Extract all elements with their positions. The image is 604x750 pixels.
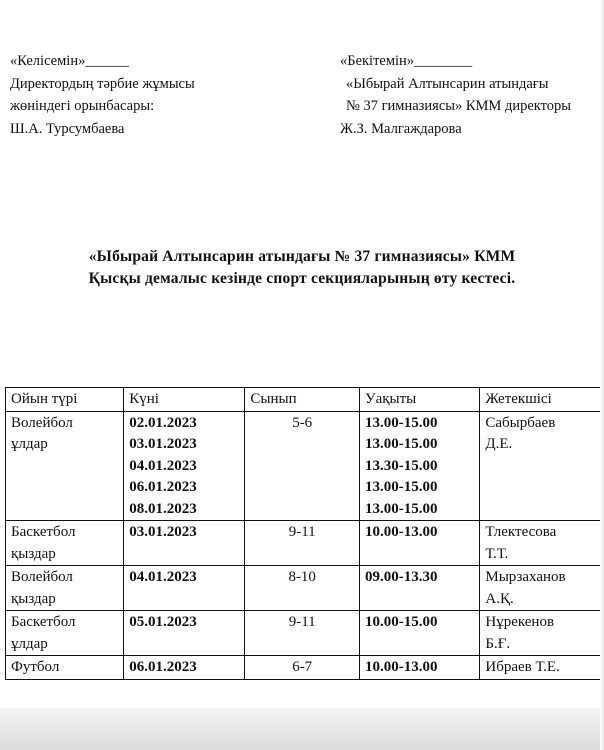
- sport-cell: [6, 521, 124, 566]
- date-value: 04.01.2023: [129, 457, 197, 474]
- page-bottom-shadow: [0, 708, 604, 750]
- header-time: Уақыты: [359, 388, 479, 412]
- class-cell: 9-11: [245, 611, 360, 656]
- time-cell: [359, 656, 479, 680]
- table-row: [6, 411, 604, 521]
- date-cell: [124, 566, 245, 611]
- time-value: 13.00-15.00: [364, 436, 438, 452]
- leader-surname: Мырзаханов: [485, 569, 566, 585]
- date-value: 06.01.2023: [129, 659, 197, 675]
- date-cell: [124, 611, 245, 656]
- deputy-position-line2: жөніндегі орынбасары:: [10, 98, 155, 114]
- leader-cell: [480, 611, 604, 656]
- header-leader: Жетекшісі: [480, 388, 604, 412]
- leader-cell: [480, 411, 604, 521]
- sport-group: ұлдар: [11, 635, 48, 652]
- table-row: [6, 521, 604, 566]
- leader-surname: Тлектесова: [485, 524, 557, 540]
- date-value: 04.01.2023: [129, 569, 197, 585]
- time-value: 13.00-15.00: [364, 500, 438, 517]
- sport-group: қыздар: [11, 545, 56, 562]
- deputy-name: Ш.А. Турсумбаева: [10, 120, 125, 137]
- date-value: 03.01.2023: [129, 524, 197, 540]
- sport-group: ұлдар: [11, 436, 48, 452]
- date-value: 02.01.2023: [129, 414, 197, 431]
- page-right-edge: [600, 0, 604, 750]
- sport-name: Волейбол: [11, 569, 73, 585]
- header-date: Күні: [124, 388, 245, 412]
- class-cell: 5-6: [245, 411, 360, 521]
- table-header-row: [6, 388, 604, 412]
- sport-name: Баскетбол: [11, 524, 76, 540]
- time-cell: [359, 411, 479, 521]
- leader-cell: [480, 656, 604, 680]
- approval-right-block: [340, 50, 602, 140]
- time-value: 13.00-15.00: [364, 414, 438, 431]
- header-sport: Ойын түрі: [6, 388, 124, 412]
- class-cell: 6-7: [245, 656, 360, 680]
- time-value: 10.00-15.00: [364, 614, 438, 630]
- leader-surname: Нұрекенов: [485, 614, 555, 630]
- table-row: [6, 656, 604, 680]
- sport-cell: [6, 656, 124, 680]
- sport-name: Волейбол: [11, 414, 73, 431]
- sport-cell: [6, 566, 124, 611]
- document-title: [0, 246, 604, 290]
- time-value: 10.00-13.00: [364, 659, 438, 675]
- sport-cell: [6, 411, 124, 521]
- approved-label: «Бекітемін»________: [340, 53, 473, 69]
- leader-initials: Б.Ғ.: [485, 635, 511, 652]
- director-org-line1: «Ыбырай Алтынсарин атындағы: [346, 75, 549, 92]
- leader-cell: [480, 566, 604, 611]
- date-value: 08.01.2023: [129, 500, 197, 517]
- date-cell: [124, 656, 245, 680]
- leader-name: Ибраев Т.Е.: [485, 659, 560, 675]
- title-line1: «Ыбырай Алтынсарин атындағы № 37 гимназиясы» КММ: [88, 248, 516, 265]
- header-class: Сынып: [245, 388, 360, 412]
- time-cell: [359, 521, 479, 566]
- time-value: 13.30-15.00: [364, 457, 438, 474]
- date-value: 05.01.2023: [129, 614, 197, 630]
- time-cell: [359, 566, 479, 611]
- date-value: 06.01.2023: [129, 479, 197, 495]
- sport-group: қыздар: [11, 590, 56, 607]
- table-row: [6, 611, 604, 656]
- director-name: Ж.З. Малгаждарова: [340, 120, 462, 137]
- director-org-line2: № 37 гимназиясы» КММ директоры: [346, 98, 572, 114]
- time-value: 09.00-13.30: [364, 569, 438, 585]
- table-row: [6, 566, 604, 611]
- leader-initials: Д.Е.: [485, 436, 513, 452]
- date-cell: [124, 521, 245, 566]
- class-cell: 8-10: [245, 566, 360, 611]
- title-line2: Қысқы демалыс кезінде спорт секцияларының өту кестесі.: [88, 270, 516, 287]
- approval-left-block: [10, 50, 300, 140]
- agreed-label: «Келісемін»______: [10, 53, 129, 69]
- leader-initials: А.Қ.: [485, 590, 514, 607]
- date-value: 03.01.2023: [129, 436, 197, 452]
- schedule-table: [5, 387, 604, 680]
- time-value: 10.00-13.00: [364, 524, 438, 540]
- time-cell: [359, 611, 479, 656]
- sport-name: Баскетбол: [11, 614, 76, 630]
- deputy-position-line1: Директордың тәрбие жұмысы: [10, 75, 195, 92]
- sport-cell: [6, 611, 124, 656]
- leader-cell: [480, 521, 604, 566]
- leader-initials: Т.Т.: [485, 545, 509, 562]
- class-cell: 9-11: [245, 521, 360, 566]
- sport-name: Футбол: [11, 659, 60, 675]
- time-value: 13.00-15.00: [364, 479, 438, 495]
- leader-surname: Сабырбаев: [485, 414, 556, 431]
- date-cell: [124, 411, 245, 521]
